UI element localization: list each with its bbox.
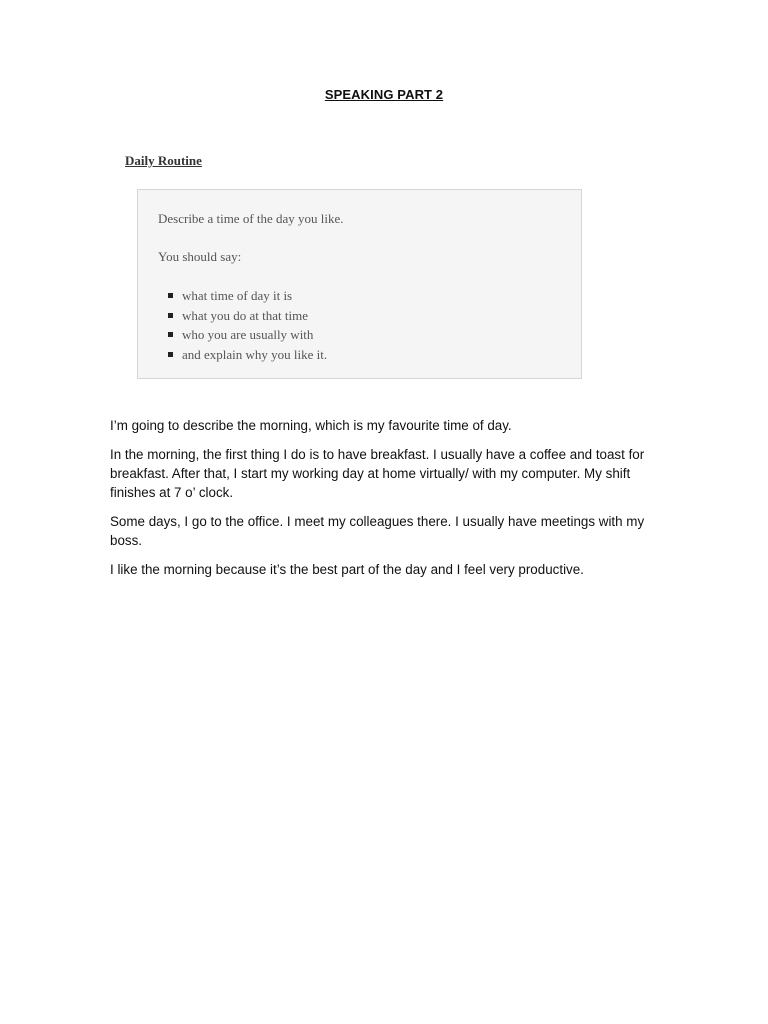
prompt-card <box>137 189 582 379</box>
prompt-points-list <box>168 286 327 364</box>
answer-paragraph: I like the morning because it’s the best part of the day and I feel very productive. <box>110 562 584 578</box>
prompt-point-text: what time of day it is <box>182 288 293 303</box>
page-title: SPEAKING PART 2 <box>324 87 444 102</box>
square-bullet-icon <box>168 293 173 298</box>
section-heading: Daily Routine <box>125 153 202 168</box>
square-bullet-icon <box>168 332 173 337</box>
answer-paragraph: I’m going to describe the morning, which is my favourite time of day. <box>110 418 512 433</box>
answer-body <box>110 416 670 589</box>
square-bullet-icon <box>168 313 173 318</box>
prompt-intro: Describe a time of the day you like. <box>158 211 344 226</box>
prompt-point <box>168 345 327 365</box>
prompt-should-say: You should say: <box>158 249 242 264</box>
prompt-point <box>168 286 327 306</box>
prompt-point-text: and explain why you like it. <box>182 346 328 362</box>
prompt-point-text: what you do at that time <box>182 307 309 323</box>
answer-paragraph: Some days, I go to the office. I meet my colleagues there. I usually have meetings with my boss. <box>110 514 645 549</box>
square-bullet-icon <box>168 352 173 357</box>
prompt-point-text: who you are usually with <box>182 327 314 342</box>
prompt-point <box>168 325 327 345</box>
prompt-point <box>168 306 327 326</box>
answer-paragraph: In the morning, the first thing I do is to have breakfast. I usually have a coffee and toast for breakfast. After that, I start my working day at home virtually/ with my computer. My shift finishes at 7 o’ clock. <box>110 446 645 501</box>
